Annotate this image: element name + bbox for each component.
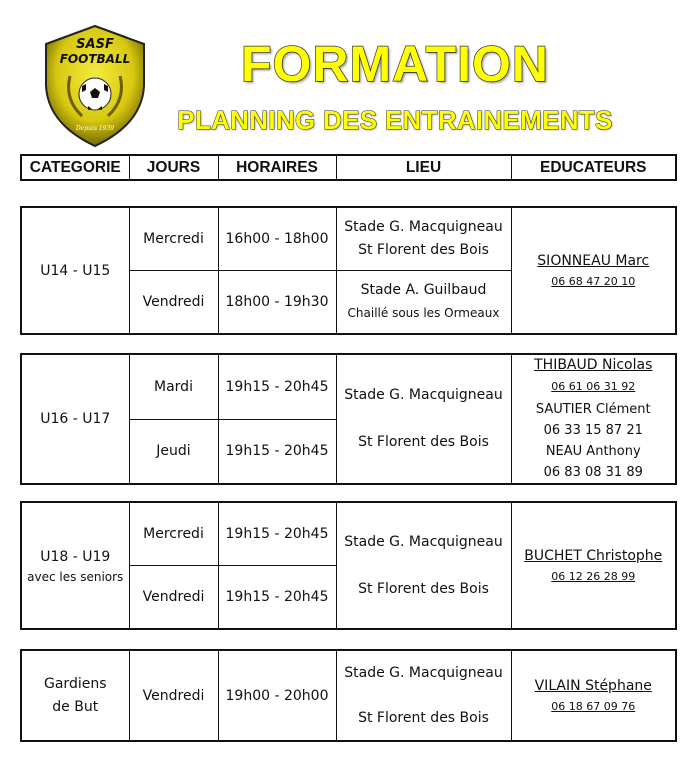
logo-subtext: Depuis 1939 [75,125,115,132]
educator-phone: 06 12 26 28 99 [551,570,636,583]
header-categorie: CATEGORIE [21,155,129,180]
category-label: U18 - U19 [40,549,111,565]
educator-name: NEAU Anthony [545,444,641,459]
category-cell [21,650,129,741]
educator-name: VILAIN Stéphane [534,678,652,694]
hours-cell: 19h15 - 20h45 [218,354,336,419]
category-cell: U16 - U17 [21,354,129,484]
page-title: FORMATION [240,36,550,92]
day-cell: Vendredi [129,271,218,335]
header-horaires: HORAIRES [218,155,336,180]
educators-cell [511,207,676,334]
educator-name: SAUTIER Clément [535,402,651,417]
place-line2: St Florent des Bois [358,434,489,450]
educator-name: BUCHET Christophe [524,548,663,564]
hours-cell: 16h00 - 18h00 [218,207,336,271]
hours-cell: 19h15 - 20h45 [218,566,336,630]
place-line1: Stade G. Macquigneau [344,664,503,681]
place-line2: St Florent des Bois [358,709,489,726]
place-line2: Chaillé sous les Ormeaux [347,306,500,320]
educator-phone: 06 83 08 31 89 [543,465,643,480]
educators-cell [511,502,676,629]
place-line2: St Florent des Bois [358,242,489,258]
place-cell [336,502,511,629]
header-educateurs: EDUCATEURS [511,155,676,180]
category-line1: Gardiens [44,675,107,692]
hours-cell: 19h15 - 20h45 [218,502,336,566]
place-line1: Stade A. Guilbaud [360,282,487,298]
hours-cell: 19h15 - 20h45 [218,419,336,484]
day-cell: Vendredi [129,566,218,630]
group-u16-u17 [20,353,677,485]
header-lieu: LIEU [336,155,511,180]
day-cell: Mercredi [129,502,218,566]
educator-phone: 06 33 15 87 21 [543,423,643,438]
group-u14-u15 [20,206,677,335]
category-cell: U14 - U15 [21,207,129,334]
place-cell [336,207,511,271]
place-line1: Stade G. Macquigneau [344,387,503,403]
day-cell: Jeudi [129,419,218,484]
educators-cell [511,354,676,484]
day-cell: Vendredi [129,650,218,741]
place-cell [336,650,511,741]
place-line1: Stade G. Macquigneau [344,533,503,550]
logo-text-football: FOOTBALL [59,52,131,66]
hours-cell: 18h00 - 19h30 [218,271,336,335]
place-line1: Stade G. Macquigneau [344,219,503,235]
group-gardiens [20,649,677,742]
place-cell [336,354,511,484]
educator-name: THIBAUD Nicolas [534,357,653,373]
group-u18-u19 [20,501,677,630]
educator-phone: 06 61 06 31 92 [551,380,636,393]
club-logo [42,24,148,148]
educator-phone: 06 68 47 20 10 [551,275,636,288]
day-cell: Mardi [129,354,218,419]
football-icon [79,78,111,110]
category-line2: de But [52,698,99,715]
day-cell: Mercredi [129,207,218,271]
column-headers [20,154,677,181]
category-note: avec les seniors [27,570,124,584]
educator-phone: 06 18 67 09 76 [551,700,636,713]
logo-text-sasf: SASF [76,37,114,52]
category-cell [21,502,129,629]
page-subtitle: PLANNING DES ENTRAINEMENTS [177,105,613,135]
place-line2: St Florent des Bois [358,580,489,597]
educators-cell [511,650,676,741]
educator-name: SIONNEAU Marc [537,253,650,269]
hours-cell: 19h00 - 20h00 [218,650,336,741]
header-jours: JOURS [129,155,218,180]
place-cell [336,271,511,335]
